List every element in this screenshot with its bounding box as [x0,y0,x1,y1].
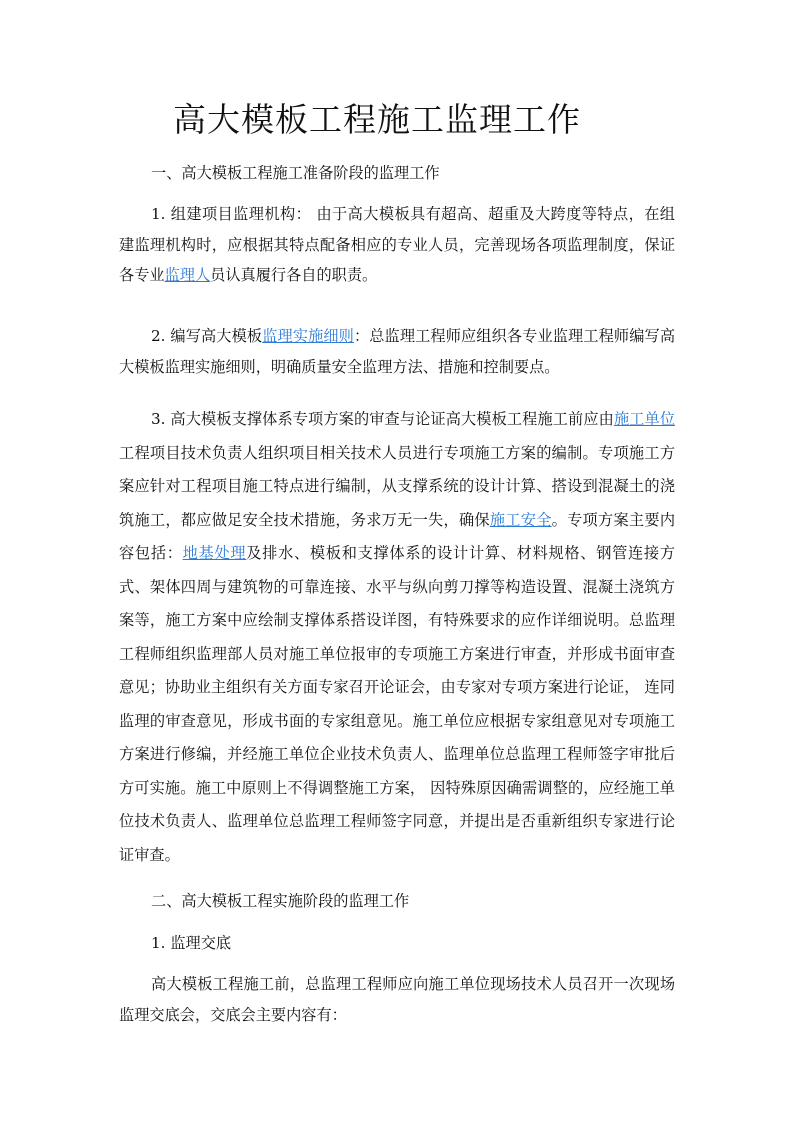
section-2-subheading-1: 1. 监理交底 [151,934,232,952]
paragraph-3-text-d: 及排水、模板和支撑体系的设计计算、材料规格、钢管连接方式、架体四周与建筑物的可靠连接、水平与纵向剪刀撑等构造设置、混凝土浇筑方案等，施工方案中应绘制支撑体系搭设详图，有特殊要求的应作详细说明。总监理工程师组织监理部人员对施工单位报审的专项施工方案进行审查，并形成书面审查意见；协助业主组织有关方面专家召开论证会，由专家对专项方案进行论证， 连同监理的审查意见，形成书面的专家组意见。施工单位应根据专家组意见对专项施工方案进行修编，并经施工单位企业技术负责人、监理单位总监理工程师签字审批后方可实施。施工中原则上不得调整施工方案， 因特殊原因确需调整的，应经施工单位技术负责人、监理单位总监理工程师签字同意，并提出是否重新组织专家进行论证审查。 [119,544,675,864]
paragraph-1-text-a: 1. 组建项目监理机构： 由于高大模板具有超高、超重及大跨度等特点，在组建监理机构时，应根据其特点配备相应的专业人员，完善现场各项监理制度，保证各专业 [119,205,675,284]
section-2-heading: 二、高大模板工程实施阶段的监理工作 [151,892,410,910]
section-1-heading: 一、高大模板工程施工准备阶段的监理工作 [151,164,440,182]
paragraph-1-text-b: 员认真履行各自的职责。 [210,266,378,284]
paragraph-3-text-c: 。专项方案主要内容包括： [119,510,676,562]
paragraph-3-text-a: 3. 高大模板支撑体系专项方案的审查与论证高大模板工程施工前应由 [151,410,614,428]
paragraph-3-text-b: 工程项目技术负责人组织项目相关技术人员进行专项施工方案的编制。专项施工方案应针对工程项目施工特点进行编制，从支撑系统的设计计算、搭设到混凝土的浇筑施工，都应做足安全技术措施，务求万无一失，确保 [119,443,675,529]
paragraph-4: 高大模板工程施工前，总监理工程师应向施工单位现场技术人员召开一次现场监理交底会，交底会主要内容有： [119,975,675,1024]
paragraph-2-text-a: 2. 编写高大模板 [151,327,263,345]
paragraph-2-text-b: ：总监理工程师应组织各专业监理工程师编写高大模板监理实施细则，明确质量安全监理方法、措施和控制要点。 [119,327,676,376]
link-diji-chuli[interactable]: 地基处理 [182,544,247,562]
link-jianliren[interactable]: 监理人 [164,266,211,284]
paragraph-2 [119,321,675,382]
paragraph-3 [119,403,675,872]
link-shigong-danwei[interactable]: 施工单位 [613,410,676,428]
link-jianli-shishi-xize[interactable]: 监理实施细则 [262,327,354,345]
paragraph-1 [119,199,675,291]
document-title: 高大模板工程施工监理工作 [173,100,581,139]
link-shigong-anquan[interactable]: 施工安全 [489,510,552,529]
